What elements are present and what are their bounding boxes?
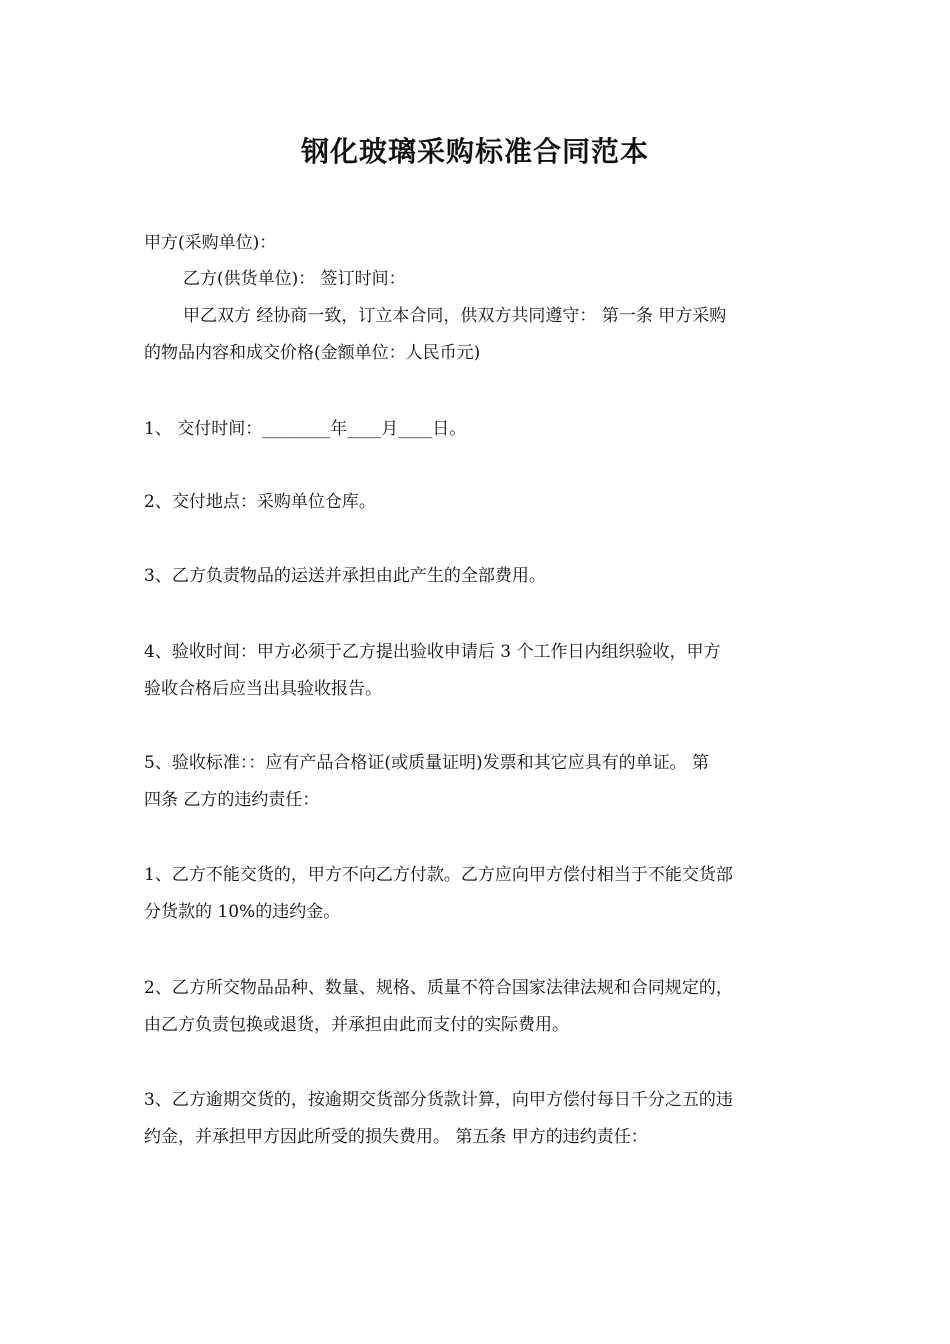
document-title: 钢化玻璃采购标准合同范本 xyxy=(300,135,649,168)
preamble-line-2: 的物品内容和成交价格(金额单位：人民币元) xyxy=(144,343,481,363)
preamble-line-1: 甲乙双方 经协商一致，订立本合同，供双方共同遵守： 第一条 甲方采购 xyxy=(183,306,727,326)
clause-acceptance-standard-2: 四条 乙方的违约责任： xyxy=(144,790,320,810)
liability-1-line-2: 分货款的 10%的违约金。 xyxy=(144,902,341,922)
clause-delivery-place: 2、交付地点：采购单位仓库。 xyxy=(144,492,376,512)
party-b-line: 乙方(供货单位)： 签订时间： xyxy=(183,269,406,289)
clause-acceptance-time-2: 验收合格后应当出具验收报告。 xyxy=(144,679,382,699)
party-a-line: 甲方(采购单位)： xyxy=(144,233,277,253)
liability-2-line-2: 由乙方负责包换或退货，并承担由此而支付的实际费用。 xyxy=(144,1015,569,1035)
clause-delivery-time: 1、 交付时间：________年____月____日。 xyxy=(144,419,467,439)
liability-3-line-1: 3、乙方逾期交货的，按逾期交货部分货款计算，向甲方偿付每日千分之五的违 xyxy=(144,1090,733,1110)
clause-acceptance-standard-1: 5、验收标准：：应有产品合格证(或质量证明)发票和其它应具有的单证。 第 xyxy=(144,753,709,773)
liability-3-line-2: 约金，并承担甲方因此所受的损失费用。 第五条 甲方的违约责任： xyxy=(144,1127,648,1147)
liability-1-line-1: 1、乙方不能交货的，甲方不向乙方付款。乙方应向甲方偿付相当于不能交货部 xyxy=(144,865,733,885)
clause-acceptance-time-1: 4、验收时间：甲方必须于乙方提出验收申请后 3 个工作日内组织验收，甲方 xyxy=(144,642,721,662)
liability-2-line-1: 2、乙方所交物品品种、数量、规格、质量不符合国家法律法规和合同规定的， xyxy=(144,978,733,998)
clause-transport: 3、乙方负责物品的运送并承担由此产生的全部费用。 xyxy=(144,566,546,586)
